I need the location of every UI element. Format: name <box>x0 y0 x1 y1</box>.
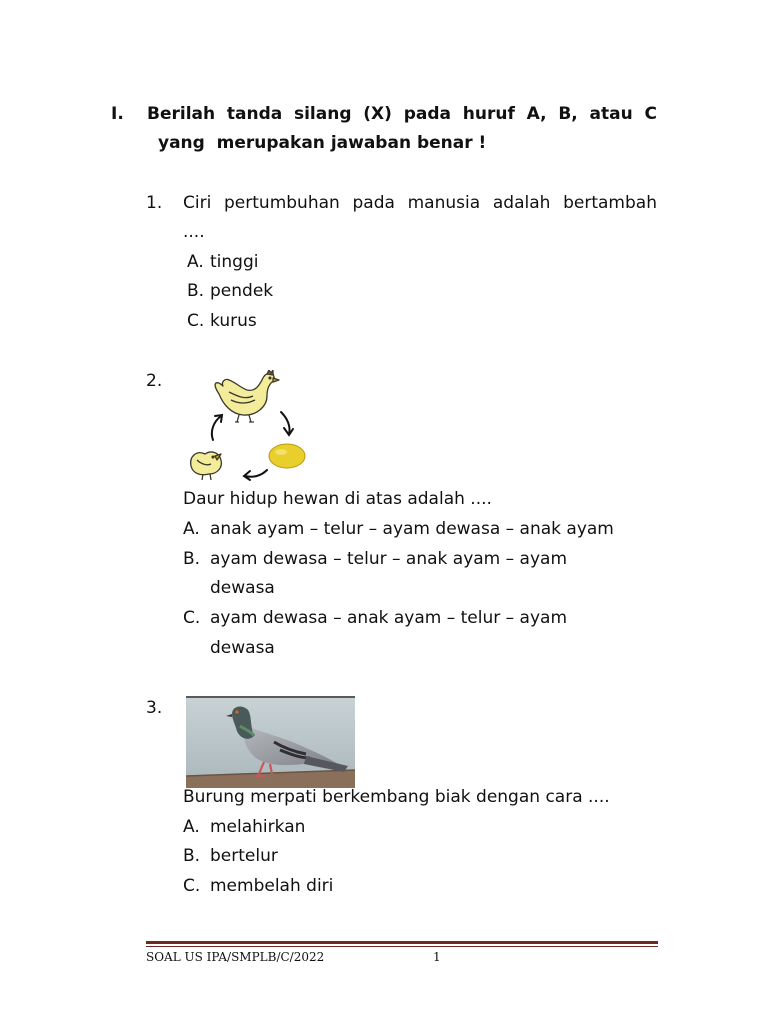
footer-page-number: 1 <box>433 950 441 964</box>
answer-option[interactable] <box>187 251 258 273</box>
chick-illustration <box>191 452 222 480</box>
section-instruction-line1 <box>147 103 657 125</box>
option-text: membelah diri <box>210 876 334 896</box>
footer-rule-thick <box>146 941 658 944</box>
stem-word: manusia <box>407 193 481 213</box>
instruction-word: pada <box>403 104 451 124</box>
answer-option[interactable] <box>187 280 273 302</box>
footer-document-code: SOAL US IPA/SMPLB/C/2022 <box>146 950 325 964</box>
option-text-continuation: dewasa <box>210 578 275 598</box>
option-text: tinggi <box>210 252 259 272</box>
option-letter: A. <box>187 252 204 272</box>
chicken-life-cycle-illustration <box>183 370 311 486</box>
stem-word: pertumbuhan <box>224 193 340 213</box>
question-stem-line2: .... <box>183 222 205 242</box>
stem-word: Ciri <box>183 193 212 213</box>
question-number: 3. <box>146 698 163 718</box>
instruction-word: silang <box>293 104 352 124</box>
option-letter: A. <box>183 519 200 539</box>
stem-word: pada <box>352 193 395 213</box>
option-text: melahirkan <box>210 817 306 837</box>
option-letter: C. <box>183 608 201 628</box>
instruction-word: B, <box>558 104 578 124</box>
answer-option[interactable] <box>187 310 257 332</box>
egg-illustration <box>269 444 305 468</box>
option-letter: B. <box>183 846 201 866</box>
answer-option[interactable] <box>183 845 278 867</box>
instruction-word: A, <box>526 104 547 124</box>
instruction-word: huruf <box>462 104 515 124</box>
instruction-word: atau <box>589 104 633 124</box>
instruction-word: C <box>644 104 657 124</box>
answer-option[interactable] <box>183 875 333 897</box>
option-text: kurus <box>210 311 257 331</box>
answer-option[interactable] <box>183 607 567 629</box>
option-text: anak ayam – telur – ayam dewasa – anak ayam <box>210 519 614 539</box>
option-letter: A. <box>183 817 200 837</box>
question-stem: Daur hidup hewan di atas adalah .... <box>183 489 492 509</box>
question-stem-line1 <box>183 192 657 214</box>
answer-option[interactable] <box>183 816 305 838</box>
footer-rule-thin <box>146 946 658 947</box>
section-instruction-line2: yang merupakan jawaban benar ! <box>158 133 487 153</box>
question-number: 1. <box>146 193 163 213</box>
pigeon-photo <box>186 696 355 788</box>
answer-option[interactable] <box>183 548 567 570</box>
question-number: 2. <box>146 371 163 391</box>
instruction-word: Berilah <box>147 104 216 124</box>
stem-word: adalah <box>492 193 551 213</box>
option-text: bertelur <box>210 846 278 866</box>
option-text: ayam dewasa – anak ayam – telur – ayam <box>210 608 568 628</box>
option-letter: B. <box>187 281 205 301</box>
option-letter: C. <box>187 311 205 331</box>
hen-illustration <box>215 370 279 422</box>
question-stem: Burung merpati berkembang biak dengan cara .... <box>183 787 610 807</box>
answer-option[interactable] <box>183 518 614 540</box>
option-text-continuation: dewasa <box>210 638 275 658</box>
instruction-word: (X) <box>363 104 392 124</box>
section-numeral: I. <box>111 104 124 124</box>
option-letter: C. <box>183 876 201 896</box>
stem-word: bertambah <box>563 193 657 213</box>
option-letter: B. <box>183 549 201 569</box>
instruction-word: tanda <box>226 104 283 124</box>
option-text: pendek <box>210 281 274 301</box>
option-text: ayam dewasa – telur – anak ayam – ayam <box>210 549 568 569</box>
